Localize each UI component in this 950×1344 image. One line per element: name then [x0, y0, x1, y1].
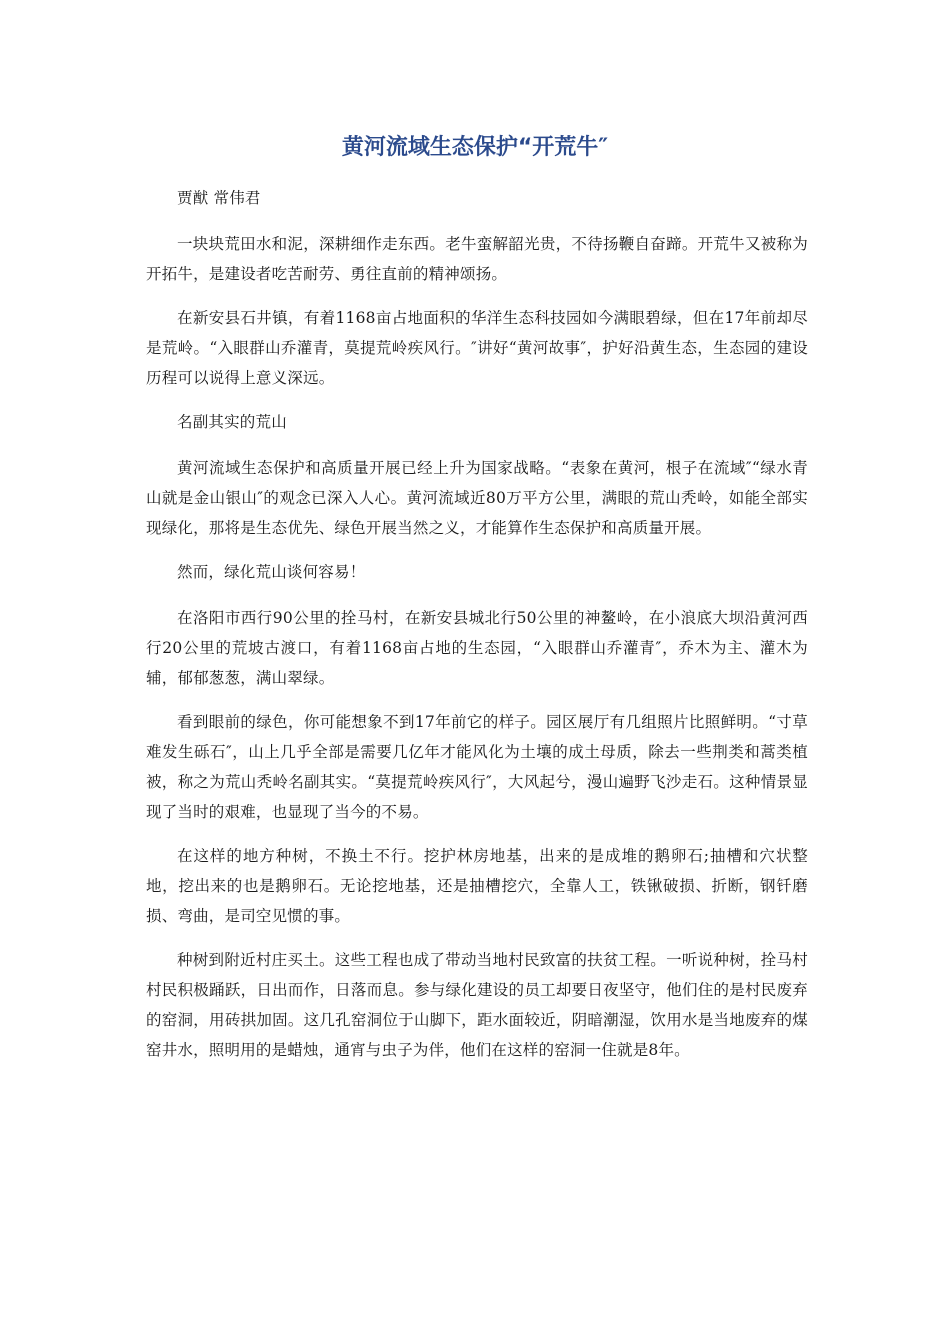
paragraph-park: 在洛阳市西行90公里的拴马村，在新安县城北行50公里的神鳌岭，在小浪底大坝沿黄河西行20公里的荒坡古渡口，有着1168亩占地的生态园，“入眼群山乔灌青″，乔木为主、灌木为辅，郁郁葱葱，满山翠绿。	[146, 609, 808, 687]
section-heading: 名副其实的荒山	[177, 413, 287, 431]
paragraph-strategy: 黄河流域生态保护和高质量开展已经上升为国家战略。“表象在黄河，根子在流域″“绿水青山就是金山银山″的观念已深入人心。黄河流域近80万平方公里，满眼的荒山秃岭，如能全部实现绿化，那将是生态优先、绿色开展当然之义，才能算作生态保护和高质量开展。	[146, 459, 808, 537]
paragraph-exclamation: 然而，绿化荒山谈何容易！	[177, 563, 366, 581]
document-title: 黄河流域生态保护“开荒牛″	[341, 135, 609, 160]
document-body	[146, 183, 808, 1079]
paragraph-workers: 种树到附近村庄买土。这些工程也成了带动当地村民致富的扶贫工程。一听说种树，拴马村村民积极踊跃，日出而作，日落而息。参与绿化建设的员工却要日夜坚守，他们住的是村民废弃的窑洞，用砖拱加固。这几孔窑洞位于山脚下，距水面较近，阴暗潮湿，饮用水是当地废弃的煤窑井水，照明用的是蜡烛，通宵与虫子为伴，他们在这样的窑洞一住就是8年。	[146, 951, 808, 1059]
paragraph-past: 看到眼前的绿色，你可能想象不到17年前它的样子。园区展厅有几组照片比照鲜明。“寸草难发生砾石″，山上几乎全部是需要几亿年才能风化为土壤的成土母质，除去一些荆类和蒿类植被，称之为荒山秃岭名副其实。“莫提荒岭疾风行″，大风起兮，漫山遍野飞沙走石。这种情景显现了当时的艰难，也显现了当今的不易。	[146, 713, 808, 821]
author-line: 贾猷 常伟君	[177, 189, 261, 207]
paragraph-location: 在新安县石井镇，有着1168亩占地面积的华洋生态科技园如今满眼碧绿，但在17年前却尽是荒岭。“入眼群山乔灌青，莫提荒岭疾风行。″讲好“黄河故事″，护好沿黄生态，生态园的建设历程可以说得上意义深远。	[146, 309, 808, 387]
paragraph-intro: 一块块荒田水和泥，深耕细作走东西。老牛蛮解韶光贵，不待扬鞭自奋蹄。开荒牛又被称为开拓牛，是建设者吃苦耐劳、勇往直前的精神颂扬。	[146, 235, 808, 283]
paragraph-soil: 在这样的地方种树，不换土不行。挖护林房地基，出来的是成堆的鹅卵石;抽槽和穴状整地，挖出来的也是鹅卵石。无论挖地基，还是抽槽挖穴，全靠人工，铁锹破损、折断，钢钎磨损、弯曲，是司空见惯的事。	[146, 847, 808, 925]
